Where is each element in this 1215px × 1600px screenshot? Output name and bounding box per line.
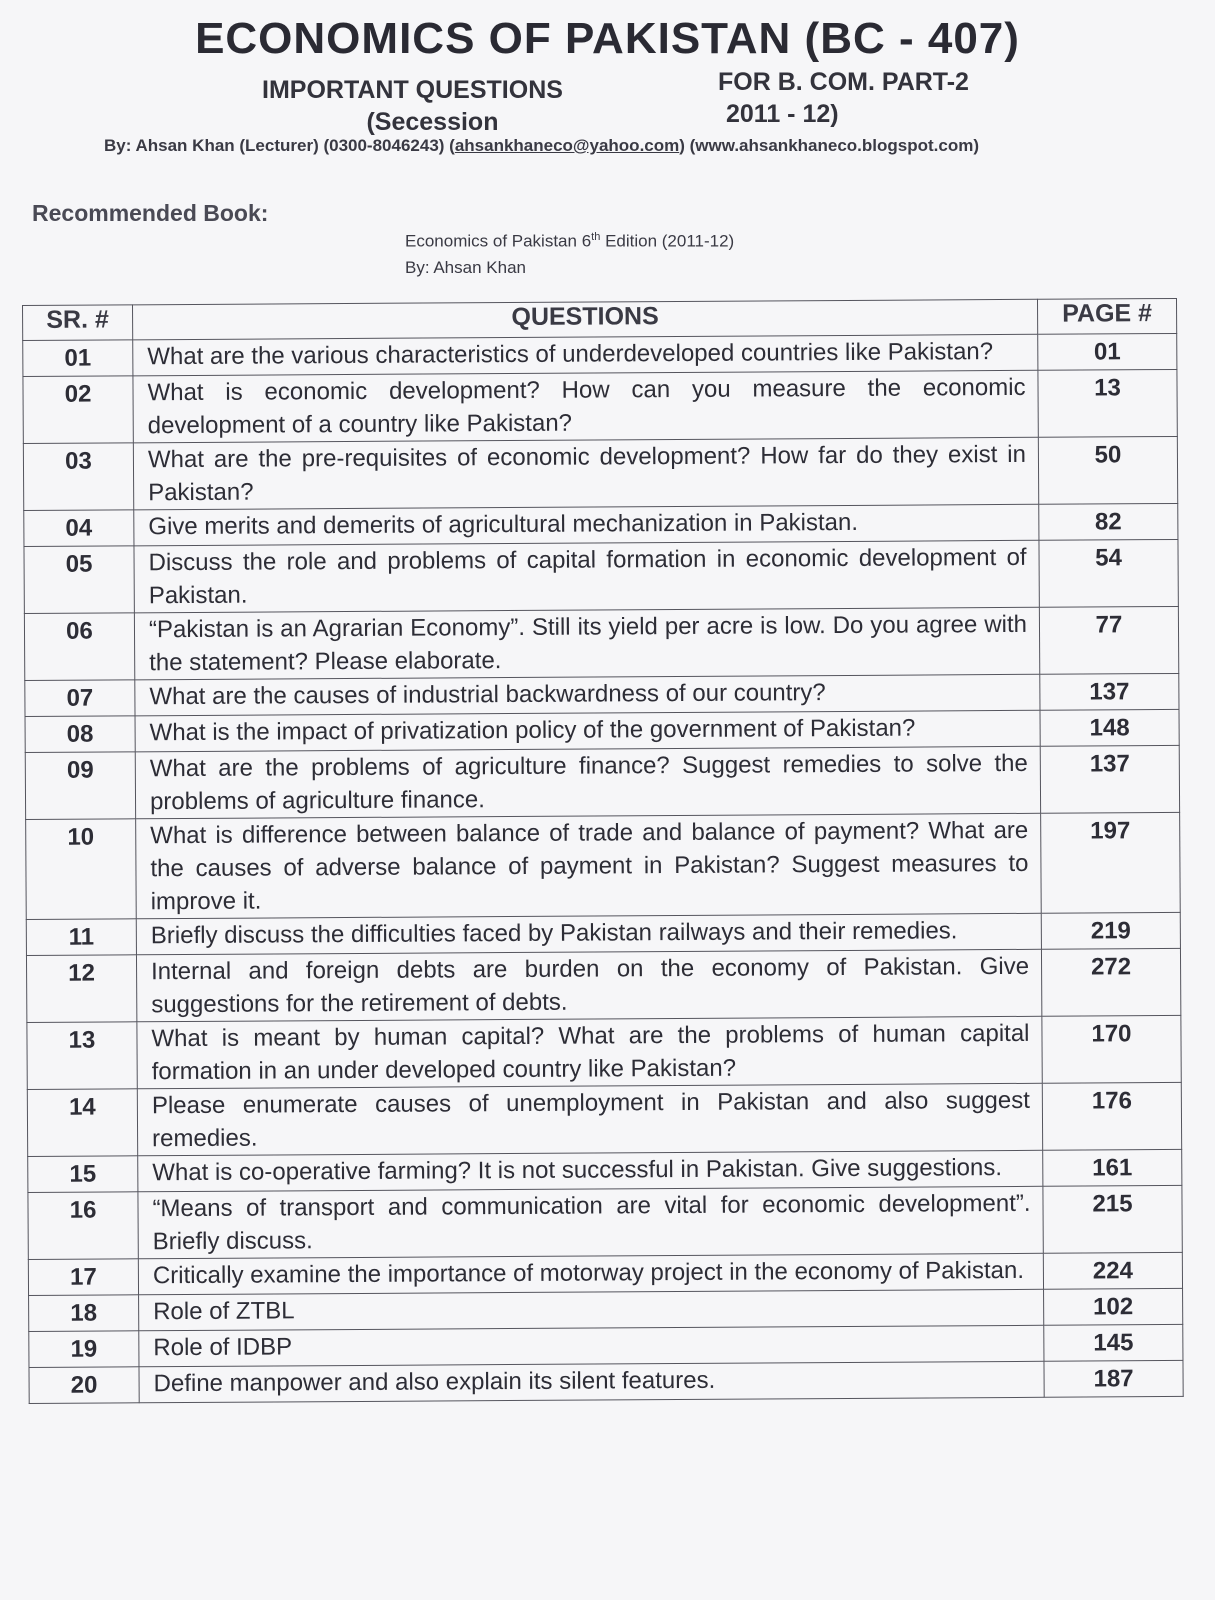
table-row: [27, 1015, 1181, 1089]
page-number-cell: 102: [1044, 1288, 1183, 1325]
question-cell: Give merits and demerits of agricultural mechanization in Pakistan.: [134, 504, 1039, 546]
recommended-book-label: Recommended Book:: [32, 200, 269, 226]
byline-email: ahsankhaneco@yahoo.com: [454, 136, 680, 155]
question-cell: What is co-operative farming? It is not successful in Pakistan. Give suggestions.: [138, 1150, 1043, 1192]
question-cell: Define manpower and also explain its silent features.: [139, 1361, 1044, 1403]
question-cell: Please enumerate causes of unemployment in Pakistan and also suggest remedies.: [137, 1083, 1042, 1156]
page-number-cell: 82: [1039, 503, 1178, 540]
book-title: [405, 224, 734, 255]
table-row: [24, 539, 1178, 613]
serial-number-cell: 19: [29, 1331, 139, 1368]
document-title: ECONOMICS OF PAKISTAN (BC - 407): [195, 14, 1020, 63]
serial-number-cell: 12: [26, 955, 136, 1023]
serial-number-cell: 16: [28, 1192, 138, 1260]
table-row: [26, 948, 1180, 1022]
table-row: [25, 745, 1179, 819]
question-cell: What are the pre-requisites of economic development? How far do they exist in Pakistan?: [133, 437, 1038, 510]
question-cell: What is economic development? How can you measure the economic development of a country like Pakistan?: [133, 370, 1038, 443]
serial-number-cell: 08: [25, 716, 135, 753]
page-number-cell: 161: [1043, 1149, 1182, 1186]
table-row: [28, 1185, 1182, 1259]
serial-number-cell: 05: [24, 546, 134, 614]
table-body: [23, 333, 1183, 1403]
book-title-edition: Edition (2011-12): [600, 231, 735, 251]
page-number-cell: 215: [1043, 1185, 1182, 1253]
page-number-cell: 54: [1039, 539, 1178, 607]
page-number-cell: 187: [1044, 1360, 1183, 1397]
serial-number-cell: 20: [29, 1367, 139, 1404]
header-sr: SR. #: [23, 305, 133, 341]
serial-number-cell: 14: [27, 1089, 137, 1157]
book-author: By: Ahsan Khan: [405, 257, 526, 277]
serial-number-cell: 17: [28, 1259, 138, 1296]
page-number-cell: 137: [1040, 673, 1179, 710]
subtitle-important-questions: IMPORTANT QUESTIONS: [262, 76, 563, 104]
question-cell: What are the causes of industrial backwardness of our country?: [135, 674, 1040, 716]
table-row: [23, 369, 1177, 443]
book-title-text: Economics of Pakistan 6: [405, 231, 592, 251]
table-row: [24, 606, 1178, 680]
page-number-cell: 50: [1038, 436, 1177, 504]
serial-number-cell: 04: [24, 510, 134, 547]
serial-number-cell: 02: [23, 376, 133, 444]
subtitle-session: (Secession: [366, 108, 499, 136]
question-cell: Role of IDBP: [139, 1325, 1044, 1367]
subtitle-left: [262, 74, 563, 138]
table-row: [29, 1360, 1183, 1403]
page-number-cell: 219: [1041, 912, 1180, 949]
page-number-cell: 13: [1038, 369, 1177, 437]
author-byline: [104, 136, 979, 156]
question-cell: What is meant by human capital? What are the problems of human capital formation in an under developed country like Pakistan?: [137, 1016, 1042, 1089]
page-number-cell: 148: [1040, 709, 1179, 746]
page-number-cell: 272: [1041, 948, 1180, 1016]
recommended-book-details: [405, 224, 734, 281]
serial-number-cell: 06: [24, 613, 134, 681]
subtitle-class: FOR B. COM. PART-2: [718, 68, 969, 96]
serial-number-cell: 01: [23, 340, 133, 377]
question-cell: What are the problems of agriculture finance? Suggest remedies to solve the problems of agriculture finance.: [135, 746, 1040, 819]
question-cell: What are the various characteristics of underdeveloped countries like Pakistan?: [133, 334, 1038, 376]
table-row: [27, 1082, 1181, 1156]
page-number-cell: 197: [1041, 812, 1181, 913]
question-cell: Critically examine the importance of motorway project in the economy of Pakistan.: [138, 1253, 1043, 1295]
serial-number-cell: 15: [28, 1156, 138, 1193]
header-page: PAGE #: [1037, 298, 1176, 334]
question-cell: What is the impact of privatization policy of the government of Pakistan?: [135, 710, 1040, 752]
page-number-cell: 224: [1043, 1252, 1182, 1289]
serial-number-cell: 18: [29, 1295, 139, 1332]
table-row: [26, 812, 1181, 919]
table-row: [23, 436, 1177, 510]
serial-number-cell: 03: [23, 443, 133, 511]
page-number-cell: 77: [1039, 606, 1178, 674]
question-cell: Discuss the role and problems of capital formation in economic development of Pakistan.: [134, 540, 1039, 613]
header-questions: QUESTIONS: [133, 299, 1038, 340]
question-cell: “Means of transport and communication are vital for economic development”. Briefly discuss.: [138, 1186, 1043, 1259]
serial-number-cell: 10: [26, 819, 137, 920]
subtitle-right: [718, 66, 969, 130]
page-number-cell: 01: [1038, 333, 1177, 370]
page-number-cell: 170: [1042, 1015, 1181, 1083]
page-number-cell: 176: [1042, 1082, 1181, 1150]
page-number-cell: 145: [1044, 1324, 1183, 1361]
question-cell: What is difference between balance of trade and balance of payment? What are the causes of adverse balance of payment in Pakistan? Suggest measures to improve it.: [136, 813, 1042, 919]
serial-number-cell: 07: [25, 680, 135, 717]
serial-number-cell: 09: [25, 752, 135, 820]
question-cell: Internal and foreign debts are burden on the economy of Pakistan. Give suggestions for the retirement of debts.: [136, 949, 1041, 1022]
byline-suffix: ) (www.ahsankhaneco.blogspot.com): [679, 136, 979, 155]
page-number-cell: 137: [1040, 745, 1179, 813]
serial-number-cell: 13: [27, 1022, 137, 1090]
question-cell: Role of ZTBL: [139, 1289, 1044, 1331]
serial-number-cell: 11: [26, 919, 136, 956]
subtitle-year: 2011 - 12): [726, 100, 839, 128]
questions-table: [22, 298, 1184, 1404]
question-cell: Briefly discuss the difficulties faced by Pakistan railways and their remedies.: [136, 913, 1041, 955]
byline-prefix: By: Ahsan Khan (Lecturer) (0300-8046243) (: [104, 136, 455, 155]
book-edition-suffix: th: [591, 231, 601, 243]
question-cell: “Pakistan is an Agrarian Economy”. Still its yield per acre is low. Do you agree with the statement? Please elaborate.: [134, 607, 1039, 680]
